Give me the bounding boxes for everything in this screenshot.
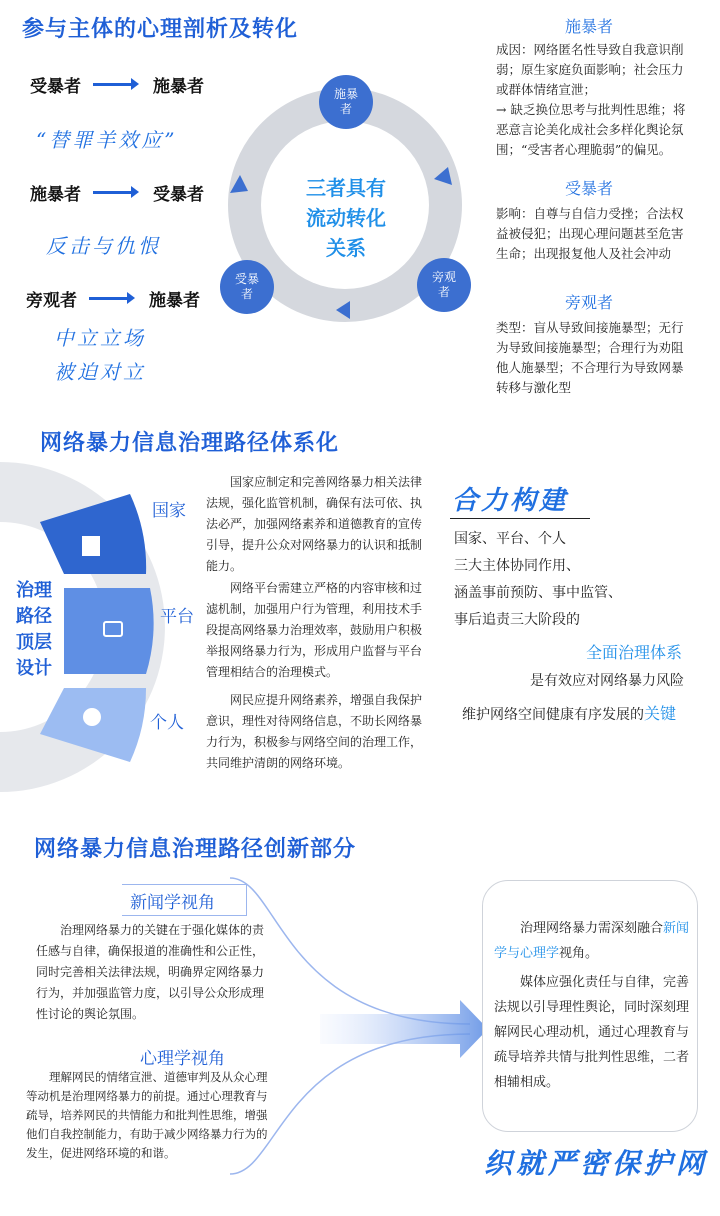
heading-underline [450,518,590,519]
cycle-center-text: 三者具有 流动转化 关系 [306,176,386,260]
footer-slogan: 织就严密保护网 [484,1147,709,1180]
arrow-right-icon [89,297,129,300]
para-individual: 网民应提升网络素养，增强自我保护意识，理性对待网络信息，不助长网络暴力行为，积极参与网络空间的治理工作，共同维护清朗的网络环境。 [206,693,423,770]
section2-title: 网络暴力信息治理路径体系化 [40,431,340,456]
transform-note-1: “替罪羊效应” [36,128,178,152]
role-to: 受暴者 [153,185,204,205]
right-heading: 合力构建 [452,486,569,516]
governance-label: 治理 路径 顶层 设计 [16,580,52,679]
role-to: 施暴者 [153,77,204,97]
role-from: 施暴者 [30,185,81,205]
arrow-right-icon [93,191,133,194]
transform-note-3a: 中立立场 [54,326,146,350]
psy-label: 心理学视角 [140,1049,225,1069]
arrow-right-icon [93,83,133,86]
victim-title: 受暴者 [564,179,613,198]
bystander-title: 旁观者 [564,293,613,312]
right-line-3: 涵盖事前预防、事中监管、 [454,585,622,601]
role-from: 旁观者 [26,291,77,311]
transform-note-2: 反击与仇恨 [46,234,161,258]
perpetrator-text-2: → 缺乏换位思考与批判性思维；将恶意言论美化成社会多样化舆论氛围；“受害者心理脆弱”的偏见。 [496,102,686,157]
right-tail-1: 是有效应对网络暴力风险 [530,673,684,689]
layer-individual: 个人 [150,713,184,733]
para-platform: 网络平台需建立严格的内容审核和过滤机制，加强用户行为管理，利用技术手段提高网络暴力治理效率，鼓励用户积极举报网络暴力行为，形成用户监督与平台管理相结合的治理模式。 [206,581,423,679]
big-arrow-icon [320,1000,488,1058]
right-line-4: 事后追责三大阶段的 [454,612,580,628]
right-tail-2: 维护网络空间健康有序发展的关键 [462,704,677,723]
node-victim: 受暴 者 [220,260,274,314]
news-text: 治理网络暴力的关键在于强化媒体的责任感与自律，确保报道的准确性和公正性，同时完善相关法律法规，明确界定网络暴力行为，并加强监管力度，以引导公众形成理性讨论的舆论氛围。 [36,923,265,1021]
victim-text: 影响：自尊与自信力受挫；合法权益被侵犯；出现心理问题甚至危害生命；出现报复他人及社会冲动 [496,206,684,261]
building-icon [82,536,100,556]
node-perpetrator: 施暴 者 [319,75,373,129]
cloud-icon [83,708,101,726]
summary-p1: 治理网络暴力需深刻融合新闻学与心理学视角。 [494,921,690,961]
section3-title: 网络暴力信息治理路径创新部分 [34,837,357,862]
node-bystander: 旁观 者 [417,258,471,312]
para-state: 国家应制定和完善网络暴力相关法律法规，强化监管机制，确保有法可依、执法必严，加强网络素养和道德教育的宣传引导，提升公众对网络暴力的认识和抵制能力。 [206,475,423,573]
right-line-2: 三大主体协同作用、 [454,558,580,574]
right-line-1: 国家、平台、个人 [454,531,566,547]
role-from: 受暴者 [30,77,81,97]
role-to: 施暴者 [149,291,200,311]
psy-text: 理解网民的情绪宣泄、道德审判及从众心理等动机是治理网络暴力的前提。通过心理教育与疏导，培养网民的共情能力和批判性思维，增强他们自我控制能力，有助于减少网络暴力行为的发生，促进网络环境的和谐。 [26,1070,268,1160]
news-label: 新闻学视角 [130,893,215,913]
layer-platform: 平台 [160,607,194,627]
bystander-text: 类型：盲从导致间接施暴型；无行为导致间接施暴型；合理行为劝阻他人施暴型；不合理行为导致网暴转移与激化型 [496,320,684,395]
right-highlight: 全面治理体系 [586,643,683,662]
section1-title: 参与主体的心理剖析及转化 [22,17,299,42]
fan-segment-platform [64,588,154,674]
perpetrator-text-1: 成因：网络匿名性导致自我意识削弱；原生家庭负面影响；社会压力或群体情绪宣泄； [496,42,684,97]
transform-row-1 [30,72,204,97]
transform-note-3b: 被迫对立 [54,360,146,384]
perpetrator-title: 施暴者 [564,17,613,36]
summary-p2: 媒体应强化责任与自律，完善法规以引导理性舆论，同时深刻理解网民心理动机，通过心理教育与疏导培养共情与批判性思维，二者相辅相成。 [494,975,690,1090]
transform-row-3 [26,286,200,311]
transform-row-2 [30,180,204,205]
layer-state: 国家 [152,501,186,521]
